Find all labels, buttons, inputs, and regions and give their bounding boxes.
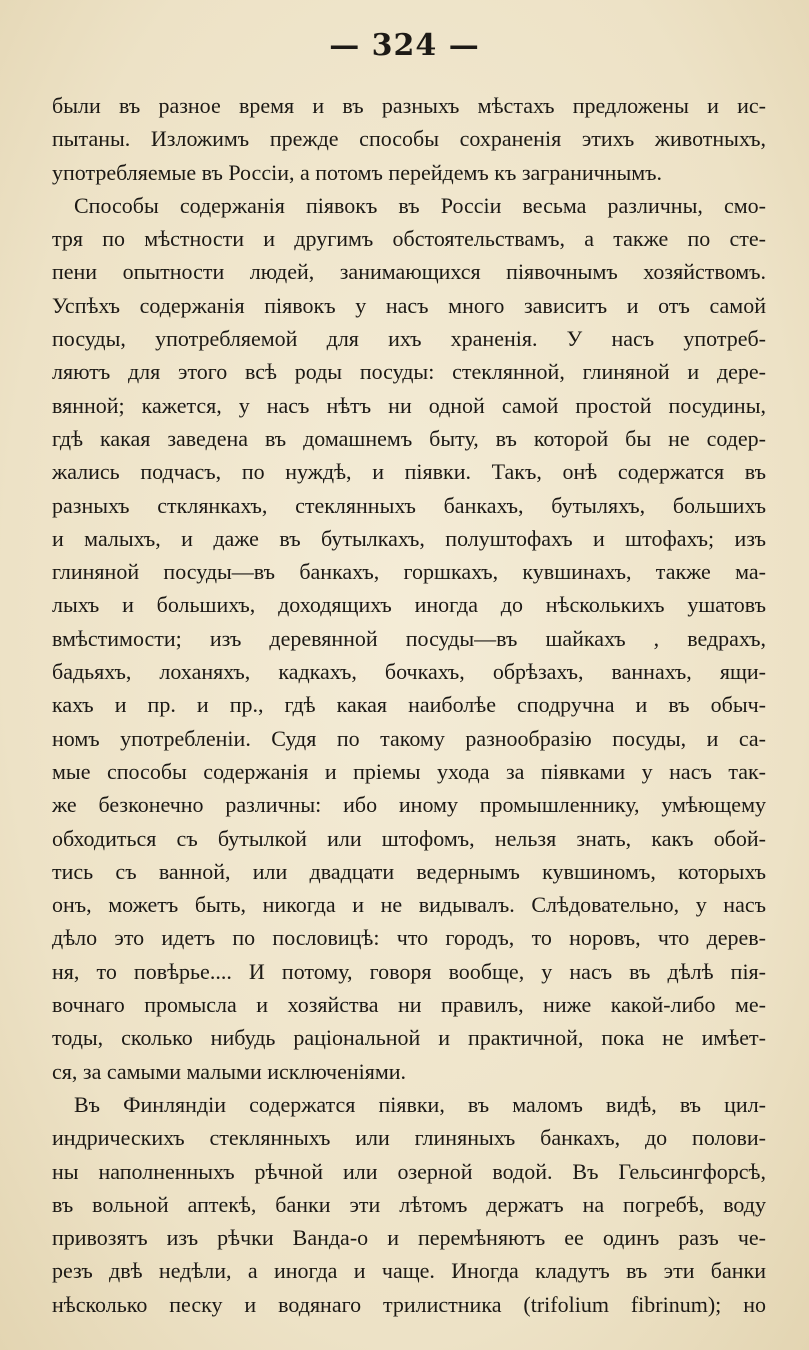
text-line: кахъ и пр. и пр., гдѣ какая наиболѣе сподручна и въ обыч- — [52, 692, 766, 718]
text-line: дѣло это идетъ по пословицѣ: что городъ, то норовъ, что дерев- — [52, 925, 766, 951]
text-line: мые способы содержанія и пріемы ухода за піявками у насъ так- — [52, 758, 766, 784]
page-number: — 324 — — [329, 28, 480, 63]
text-line: бадьяхъ, лоханяхъ, кадкахъ, бочкахъ, обрѣзахъ, ваннахъ, ящи- — [52, 659, 766, 685]
text-line: вянной; кажется, у насъ нѣтъ ни одной самой простой посудины, — [52, 392, 766, 418]
text-line: Успѣхъ содержанія піявокъ у насъ много зависитъ и отъ самой — [52, 292, 766, 318]
text-line: ня, то повѣрье.... И потому, говоря вообще, у насъ въ дѣлѣ пія- — [52, 958, 766, 984]
text-line: привозятъ изъ рѣчки Ванда-о и перемѣняютъ ее одинъ разъ че- — [52, 1225, 766, 1251]
text-line: употребляемые въ Россіи, а потомъ перейдемъ къ заграничнымъ. — [52, 159, 663, 185]
text-line: Въ Финляндіи содержатся піявки, въ маломъ видѣ, въ цил- — [74, 1091, 766, 1117]
text-line: Способы содержанія піявокъ въ Россіи весьма различны, смо- — [74, 192, 766, 218]
text-line: тись съ ванной, или двадцати ведернымъ кувшиномъ, которыхъ — [52, 858, 766, 884]
text-line: обходиться съ бутылкой или штофомъ, нельзя знать, какъ обой- — [52, 825, 766, 851]
text-line: въ вольной аптекѣ, банки эти лѣтомъ держатъ на погребѣ, воду — [52, 1191, 766, 1217]
text-line: резъ двѣ недѣли, а иногда и чаще. Иногда кладутъ въ эти банки — [52, 1258, 766, 1284]
text-line: пени опытности людей, занимающихся піявочнымъ хозяйствомъ. — [52, 259, 766, 285]
text-line: и малыхъ, и даже въ бутылкахъ, полуштофахъ и штофахъ; изъ — [52, 525, 766, 551]
text-line: пытаны. Изложимъ прежде способы сохраненія этихъ животныхъ, — [52, 126, 766, 152]
text-line: ляютъ для этого всѣ роды посуды: стеклянной, глиняной и дере- — [52, 359, 766, 385]
text-line: индрическихъ стеклянныхъ или глиняныхъ банкахъ, до полови- — [52, 1125, 766, 1151]
text-line: жались подчасъ, по нуждѣ, и піявки. Такъ, онѣ содержатся въ — [52, 459, 766, 485]
text-line: нѣсколько песку и водянаго трилистника (trifolium fibrinum); но — [52, 1291, 766, 1317]
text-line: разныхъ стклянкахъ, стеклянныхъ банкахъ, бутыляхъ, большихъ — [52, 492, 766, 518]
text-line: номъ употребленіи. Судя по такому разнообразію посуды, и са- — [52, 725, 766, 751]
text-line: глиняной посуды—въ банкахъ, горшкахъ, кувшинахъ, также ма- — [52, 559, 766, 585]
text-line: ся, за самыми малыми исключеніями. — [52, 1058, 407, 1084]
text-line: вочнаго промысла и хозяйства ни правилъ, ниже какой-либо ме- — [52, 992, 766, 1018]
text-line: гдѣ какая заведена въ домашнемъ быту, въ которой бы не содер- — [52, 425, 766, 451]
text-line: вмѣстимости; изъ деревянной посуды—въ шайкахъ , ведрахъ, — [52, 625, 766, 651]
text-line: лыхъ и большихъ, доходящихъ иногда до нѣсколькихъ ушатовъ — [52, 592, 766, 618]
text-line: тря по мѣстности и другимъ обстоятельствамъ, а также по сте- — [52, 226, 766, 252]
text-line: же безконечно различны: ибо иному промышленнику, умѣющему — [52, 792, 766, 818]
text-line: были въ разное время и въ разныхъ мѣстахъ предложены и ис- — [52, 93, 766, 118]
text-line: ны наполненныхъ рѣчной или озерной водой. Въ Гельсингфорсѣ, — [52, 1158, 766, 1184]
text-line: тоды, сколько нибудь раціональной и практичной, пока не имѣет- — [52, 1025, 766, 1051]
text-line: онъ, можетъ быть, никогда и не видывалъ. Слѣдовательно, у насъ — [52, 892, 766, 918]
text-line: посуды, употребляемой для ихъ храненія. У насъ употреб- — [52, 326, 766, 352]
page-text — [52, 89, 766, 1321]
